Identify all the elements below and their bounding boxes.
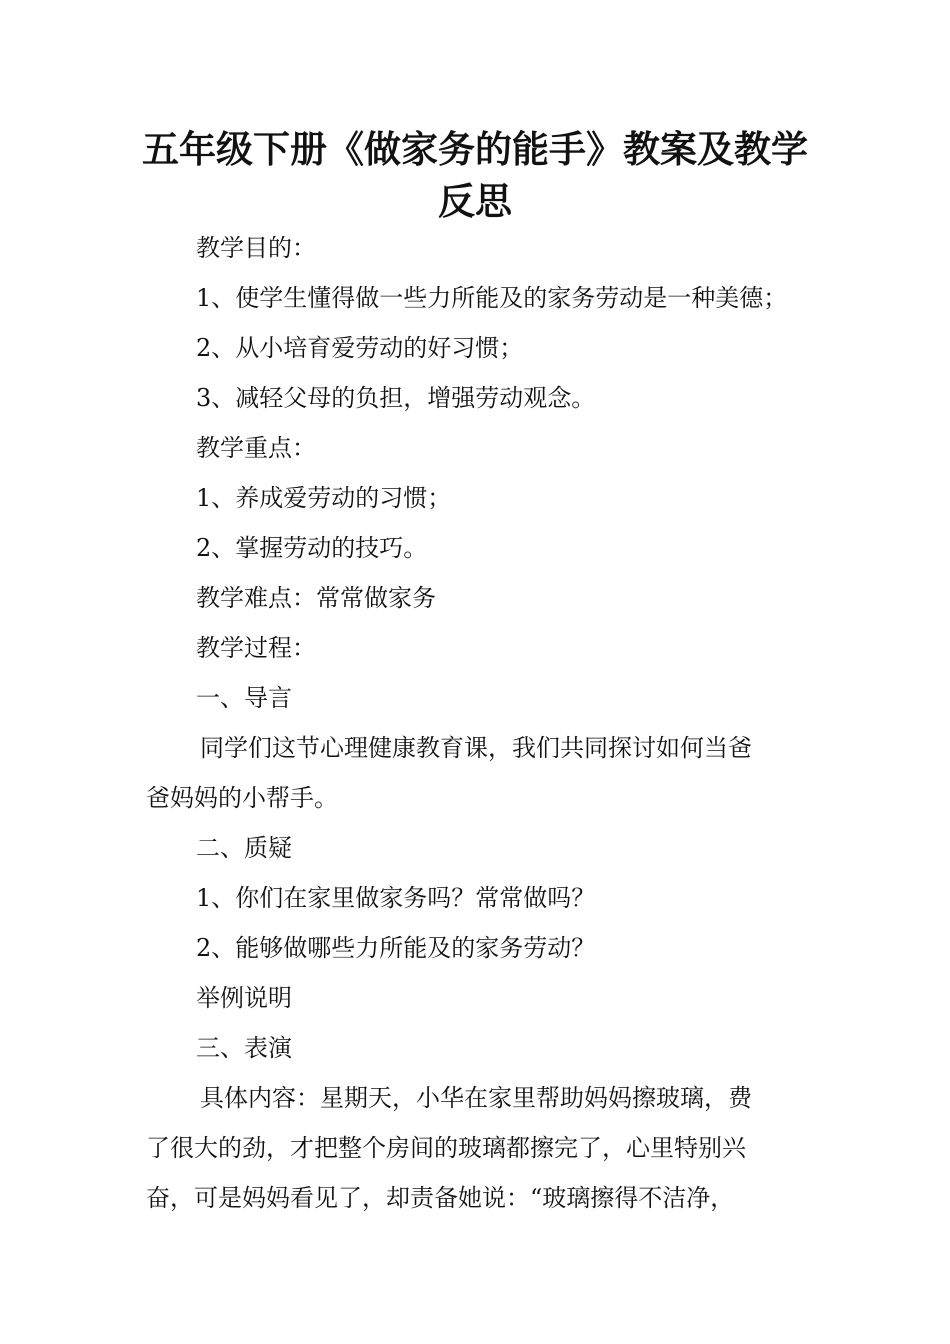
section-heading-objectives: 教学目的： (196, 234, 316, 262)
step-heading-introduction: 一、导言 (196, 684, 292, 712)
section-heading-process: 教学过程： (196, 634, 316, 662)
performance-paragraph-line-2: 了很大的劲，才把整个房间的玻璃都擦完了，心里特别兴 (146, 1134, 746, 1162)
difficulty-line: 教学难点：常常做家务 (196, 584, 436, 612)
objective-item-3: 3、减轻父母的负担，增强劳动观念。 (196, 384, 596, 412)
example-line: 举例说明 (196, 984, 292, 1012)
document-title-line-1: 五年级下册《做家务的能手》教案及教学 (142, 128, 808, 171)
document-title-line-2: 反思 (438, 180, 512, 223)
objective-item-1: 1、使学生懂得做一些力所能及的家务劳动是一种美德； (196, 284, 788, 312)
question-item-1: 1、你们在家里做家务吗？常常做吗？ (196, 884, 596, 912)
performance-paragraph-line-1: 具体内容：星期天，小华在家里帮助妈妈擦玻璃，费 (200, 1084, 752, 1112)
key-point-item-1: 1、养成爱劳动的习惯； (196, 484, 452, 512)
introduction-paragraph-line-1: 同学们这节心理健康教育课，我们共同探讨如何当爸 (200, 734, 752, 762)
performance-paragraph-line-3: 奋，可是妈妈看见了，却责备她说：“玻璃擦得不洁净， (146, 1184, 735, 1212)
step-heading-questions: 二、质疑 (196, 834, 292, 862)
section-heading-key-points: 教学重点： (196, 434, 316, 462)
key-point-item-2: 2、掌握劳动的技巧。 (196, 534, 428, 562)
question-item-2: 2、能够做哪些力所能及的家务劳动？ (196, 934, 596, 962)
introduction-paragraph-line-2: 爸妈妈的小帮手。 (146, 784, 338, 812)
objective-item-2: 2、从小培育爱劳动的好习惯； (196, 334, 524, 362)
step-heading-performance: 三、表演 (196, 1034, 292, 1062)
